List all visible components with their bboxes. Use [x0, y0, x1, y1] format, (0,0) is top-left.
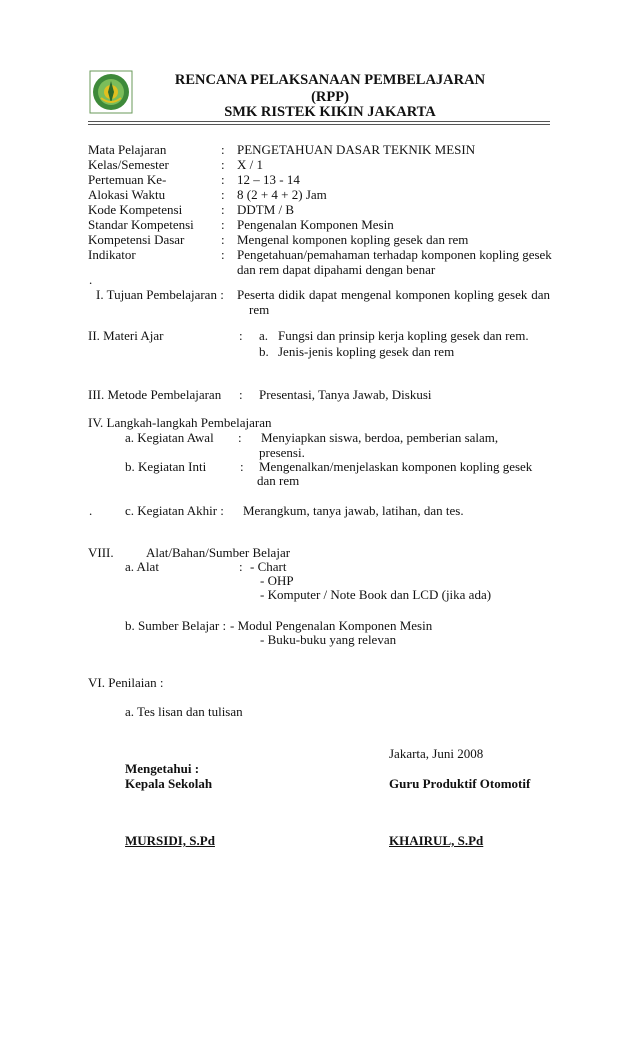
materi-label: II. Materi Ajar: [88, 328, 164, 343]
info-colon: :: [221, 217, 225, 232]
langkah-heading: IV. Langkah-langkah Pembelajaran: [88, 415, 272, 430]
info-value-cont: dan rem dapat dipahami dengan benar: [237, 262, 436, 277]
kepala-sekolah-name: MURSIDI, S.Pd: [125, 833, 215, 848]
info-colon: :: [221, 142, 225, 157]
alat-item: - OHP: [260, 573, 294, 588]
alat-label: a. Alat: [125, 559, 159, 574]
alat-colon: :: [239, 559, 243, 574]
info-label: Alokasi Waktu: [88, 187, 166, 202]
doc-title: RENCANA PELAKSANAAN PEMBELAJARAN: [174, 72, 486, 88]
penilaian-item: a. Tes lisan dan tulisan: [125, 704, 243, 719]
kegiatan-inti-colon: :: [240, 459, 244, 474]
sumber-item: - Buku-buku yang relevan: [260, 632, 397, 647]
materi-colon: :: [239, 328, 243, 343]
tujuan-text: Peserta didik dapat mengenal komponen kopling gesek dan: [237, 287, 550, 302]
metode-colon: :: [239, 387, 243, 402]
guru-title: Guru Produktif Otomotif: [389, 776, 531, 791]
alat-item: - Chart: [250, 559, 287, 574]
alat-heading: Alat/Bahan/Sumber Belajar: [146, 545, 291, 560]
info-colon: :: [221, 232, 225, 247]
info-value: Mengenal komponen kopling gesek dan rem: [237, 232, 469, 247]
info-label: Kelas/Semester: [88, 157, 169, 172]
kepala-sekolah: Kepala Sekolah: [125, 776, 213, 791]
info-colon: :: [221, 247, 225, 262]
info-label: Mata Pelajaran: [88, 142, 167, 157]
penilaian-label: VI. Penilaian :: [88, 675, 164, 690]
guru-name: KHAIRUL, S.Pd: [389, 833, 484, 848]
info-colon: :: [221, 187, 225, 202]
sumber-label: b. Sumber Belajar :: [125, 618, 227, 633]
kegiatan-awal-label: a. Kegiatan Awal: [125, 430, 214, 445]
info-value: DDTM / B: [237, 202, 295, 217]
materi-a-marker: a.: [259, 328, 269, 343]
info-value: 8 (2 + 4 + 2) Jam: [237, 187, 327, 202]
info-value: X / 1: [237, 157, 263, 172]
info-value: Pengetahuan/pemahaman terhadap komponen kopling gesek: [237, 247, 552, 262]
info-value: Pengenalan Komponen Mesin: [237, 217, 394, 232]
materi-b: Jenis-jenis kopling gesek dan rem: [278, 344, 455, 359]
alat-num: VIII.: [88, 545, 114, 560]
stray-dot: .: [89, 503, 93, 518]
header-rule: [88, 121, 550, 122]
mengetahui: Mengetahui :: [125, 761, 200, 776]
info-colon: :: [221, 202, 225, 217]
info-label: Kompetensi Dasar: [88, 232, 185, 247]
kegiatan-inti-label: b. Kegiatan Inti: [125, 459, 207, 474]
school-name: SMK RISTEK KIKIN JAKARTA: [224, 104, 436, 120]
sumber-item: - Modul Pengenalan Komponen Mesin: [230, 618, 433, 633]
kegiatan-inti: Mengenalkan/menjelaskan komponen kopling gesek: [259, 459, 533, 474]
kegiatan-awal-colon: :: [238, 430, 242, 445]
info-label: Indikator: [88, 247, 136, 262]
kegiatan-awal: Menyiapkan siswa, berdoa, pemberian salam,: [261, 430, 499, 445]
kegiatan-awal-cont: presensi.: [259, 445, 305, 460]
info-colon: :: [221, 157, 225, 172]
materi-b-marker: b.: [259, 344, 269, 359]
info-value: 12 – 13 - 14: [237, 172, 300, 187]
stray-dot: .: [89, 272, 93, 287]
materi-a: Fungsi dan prinsip kerja kopling gesek dan rem.: [278, 328, 529, 343]
info-label: Pertemuan Ke-: [88, 172, 167, 187]
tujuan-text-cont: rem: [249, 302, 270, 317]
metode-value: Presentasi, Tanya Jawab, Diskusi: [259, 387, 432, 402]
info-label: Kode Kompetensi: [88, 202, 183, 217]
doc-subtitle: (RPP): [311, 89, 349, 105]
info-value: PENGETAHUAN DASAR TEKNIK MESIN: [237, 142, 476, 157]
header-rule-2: [88, 124, 550, 125]
alat-item: - Komputer / Note Book dan LCD (jika ada): [260, 587, 492, 602]
kegiatan-inti-cont: dan rem: [257, 473, 300, 488]
metode-label: III. Metode Pembelajaran: [88, 387, 222, 402]
info-label: Standar Kompetensi: [88, 217, 194, 232]
kegiatan-akhir: Merangkum, tanya jawab, latihan, dan tes.: [243, 503, 464, 518]
kegiatan-akhir-label: c. Kegiatan Akhir :: [125, 503, 224, 518]
info-colon: :: [221, 172, 225, 187]
tujuan-label: I. Tujuan Pembelajaran :: [96, 287, 224, 302]
place-date: Jakarta, Juni 2008: [389, 746, 484, 761]
